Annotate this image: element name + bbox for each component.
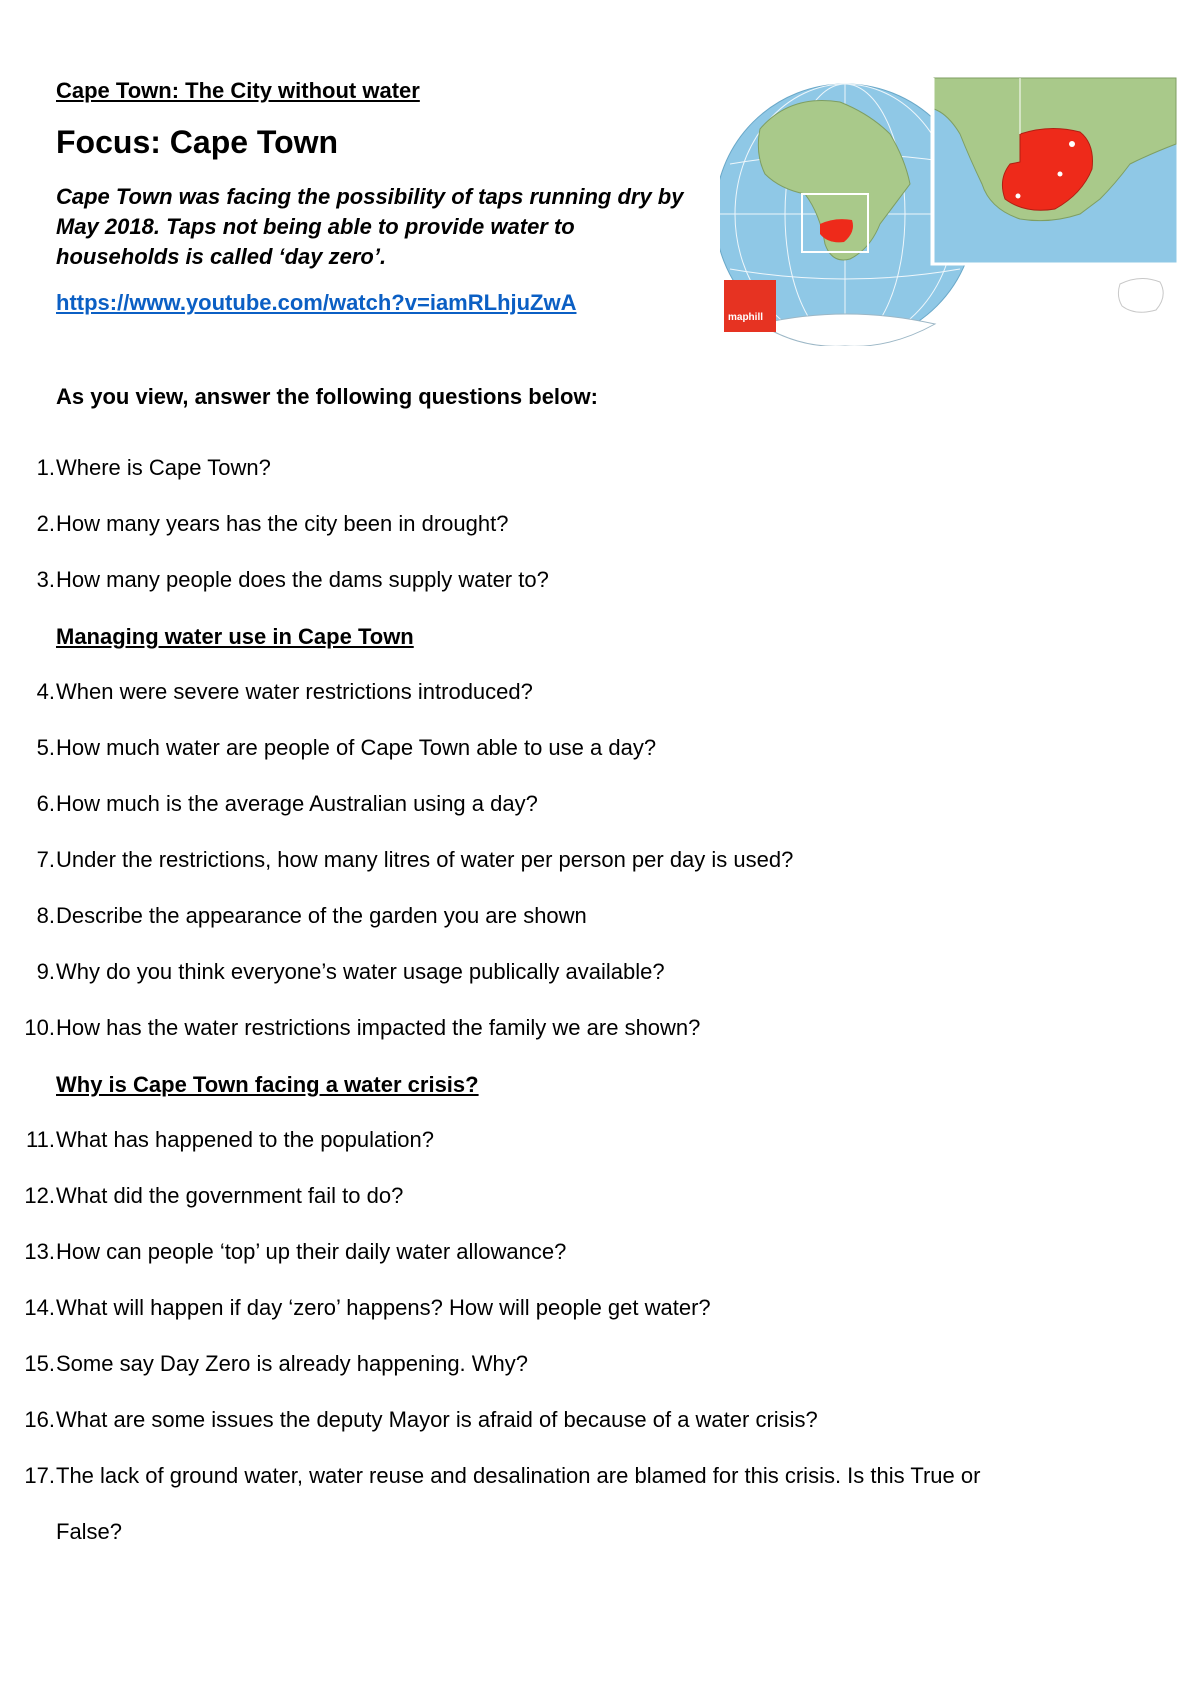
question-number: 6. (36, 791, 55, 816)
question-number: 10. (24, 1015, 55, 1040)
question-text: What did the government fail to do? (56, 1183, 404, 1208)
question-text: How can people ‘top’ up their daily water allowance? (56, 1239, 567, 1264)
section-heading-managing: Managing water use in Cape Town (56, 624, 414, 649)
question-text: Describe the appearance of the garden you are shown (56, 903, 587, 928)
question-text: Where is Cape Town? (56, 455, 271, 480)
question-number: 14. (24, 1295, 55, 1320)
question-number: 7. (36, 847, 55, 872)
question-number: 1. (36, 455, 55, 480)
question-number: 15. (24, 1351, 55, 1376)
question-text: How much water are people of Cape Town able to use a day? (56, 735, 657, 760)
intro-paragraph: Cape Town was facing the possibility of taps running dry by May 2018. Taps not being able to provide water to households is called ‘day zero’. (56, 184, 684, 269)
section-heading-crisis: Why is Cape Town facing a water crisis? (56, 1072, 479, 1097)
question-text: What will happen if day ‘zero’ happens? How will people get water? (56, 1295, 711, 1320)
maphill-logo: maphill (728, 312, 764, 323)
question-number: 11. (26, 1127, 55, 1152)
question-text: Some say Day Zero is already happening. Why? (56, 1351, 529, 1376)
question-text: How many years has the city been in drought? (56, 511, 509, 536)
question-number: 9. (36, 959, 55, 984)
focus-heading: Focus: Cape Town (56, 124, 339, 160)
question-text: How has the water restrictions impacted the family we are shown? (56, 1015, 701, 1040)
question-number: 3. (36, 567, 55, 592)
question-number: 16. (24, 1407, 55, 1432)
question-number: 8. (36, 903, 55, 928)
question-number: 5. (36, 735, 55, 760)
question-text: Under the restrictions, how many litres of water per person per day is used? (56, 847, 794, 872)
youtube-link[interactable]: https://www.youtube.com/watch?v=iamRLhjuZwA (56, 290, 577, 315)
question-text: The lack of ground water, water reuse and desalination are blamed for this crisis. Is this True or (56, 1463, 981, 1488)
africa-locator-map (720, 74, 1180, 346)
question-number: 12. (24, 1183, 55, 1208)
question-text: Why do you think everyone’s water usage publically available? (56, 959, 665, 984)
instructions: As you view, answer the following questions below: (56, 384, 598, 409)
question-text: How much is the average Australian using a day? (56, 791, 538, 816)
question-text: What has happened to the population? (56, 1127, 434, 1152)
question-number: 17. (24, 1463, 55, 1488)
question-text-continuation: False? (56, 1519, 123, 1544)
question-text: What are some issues the deputy Mayor is afraid of because of a water crisis? (56, 1407, 818, 1432)
document-title: Cape Town: The City without water (56, 78, 420, 103)
question-text: How many people does the dams supply water to? (56, 567, 549, 592)
question-number: 2. (36, 511, 55, 536)
question-number: 13. (24, 1239, 55, 1264)
question-number: 4. (36, 679, 55, 704)
question-text: When were severe water restrictions introduced? (56, 679, 533, 704)
